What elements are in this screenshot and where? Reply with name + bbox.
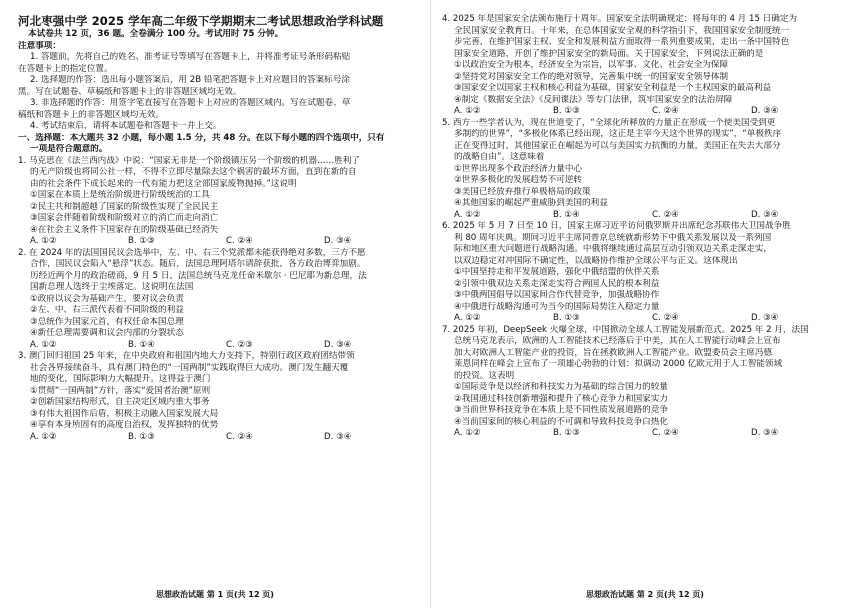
question-2-stem: 2. 在 2024 年的法国国民议会选举中，左、中、右三个党派都未能获得绝对多数，三方不愿 [18,247,366,258]
option-a[interactable]: A. ①② [454,106,481,116]
option-d[interactable]: D. ③④ [324,236,352,246]
page-footer: 思想政治试题 第 1 页(共 12 页) [156,590,274,599]
option-a[interactable]: A. ①② [30,339,57,350]
option-c[interactable]: C. ②④ [652,209,679,220]
option-c[interactable]: C. ②③ [226,339,253,350]
question-3-stem: 社会各界接续奋斗，具有澳门特色的“一国两制”实践取得巨大成功。澳门发生翻天覆 [30,362,349,373]
question-4-item: ①以政治安全为根本，经济安全为宗旨，以军事、文化、社会安全为保障 [454,60,729,70]
question-6-stem: 6. 2025 年 5 月 7 日至 10 日，国家主席习近平访问俄罗斯并出席纪念苏联伟大卫国战争胜 [442,221,791,231]
question-2-item: ④新任总理需要调和议会内部的分裂状态 [30,328,184,338]
question-5-item: ③美国已经放弃推行单极格局的政策 [454,186,591,197]
question-4-stem: 步完善，在维护国家主权、安全和发展利益方面取得一系列重要成果，走出一条中国特色 [454,37,790,47]
question-6-item: ④中俄进行战略沟通可为当今的国际局势注入稳定力量 [454,301,660,312]
question-5-stem: 5. 西方一些学者认为，现在世道变了，“全球化所释放的力量正在形成一个使美国受到更 [442,117,776,128]
question-4-item: ④制定《数据安全法》《反间谍法》等专门法律，筑牢国家安全的法治屏障 [454,94,733,105]
option-d[interactable]: D. ③④ [324,339,352,350]
question-7-item: ③当前世界科技竞争在本质上是不同性质发展道路的竞争 [454,405,668,415]
question-4-item: ②坚持党对国家安全工作的绝对领导，完善集中统一的国家安全领导体制 [454,71,729,82]
option-b[interactable]: B. ①③ [128,431,155,442]
question-6-stem: 以双边稳定对冲国际不确定性，以战略协作维护全球公平与正义。这体现出 [454,255,738,266]
question-1-item: ③国家会伴随着阶级和阶级对立的消亡而走向消亡 [30,213,219,223]
option-b[interactable]: B. ①④ [553,209,580,220]
question-2-item: ①政府以议会为基础产生，要对议会负责 [30,293,184,304]
question-7-stem: 7. 2025 年初，DeepSeek 火爆全球，中国掀动全球人工智能发展新范式。2025 年 2 月，法国 [442,324,809,335]
question-6-stem: 利 80 周年庆典。期间习近平主席同普京总统就新形势下中俄关系发展以及一系列国 [454,232,772,243]
option-b[interactable]: B. ①③ [553,106,580,116]
exam-meta: 本试卷共 12 页，36 题。全卷满分 100 分。考试用时 75 分钟。 [28,29,284,39]
question-5-options [442,210,850,222]
question-6-options [442,313,850,325]
question-1-options [18,236,422,248]
question-1-item: ①国家在本质上是统治阶级进行阶级统治的工具 [30,190,210,200]
question-6-item: ③中俄两国倡导以国家间合作代替竞争，加强战略协作 [454,290,660,300]
page-footer: 思想政治试题 第 2 页(共 12 页) [586,590,704,599]
question-6-item: ②引领中俄双边关系走深走实符合两国人民的根本利益 [454,278,660,289]
option-d[interactable]: D. ③④ [751,428,779,438]
question-2-item: ③总统作为国家元首，有权任命本国总理 [30,316,184,327]
question-2-stem: 合作，国民议会陷入“悬浮”状态。随后，法国总理阿塔尔请辞获批，各方政治博弈加剧。 [30,259,366,269]
question-5-item: ②世界多极化的发展趋势不可逆转 [454,175,583,185]
question-1-stem: 的无产阶级也将同公社一样，不得不立即尽量除去这个祸害的最坏方面，直到在新的自 [30,167,357,177]
option-c[interactable]: C. ②④ [652,428,679,438]
question-7-stem: 莱恩同样在峰会上宣布了一项雄心勃勃的计划：拟调动 2000 亿欧元用于人工智能领域 [454,359,783,369]
question-2-item: ②左、中、右三派代表着不同阶级的利益 [30,305,184,315]
question-5-item: ④其他国家的崛起严重威胁到美国的利益 [454,198,608,208]
question-7-item: ②我国通过科技创新增强和提升了核心竞争力和国家实力 [454,393,668,404]
option-d[interactable]: D. ③④ [751,313,779,323]
option-a[interactable]: A. ①② [454,313,481,323]
question-5-stem: 的战略自由”。这意味着 [454,152,545,162]
option-d[interactable]: D. ③④ [751,106,779,116]
question-3-stem: 地的变化，国际影响力大幅提升。这得益于澳门 [30,374,211,384]
notice-line: 2. 选择题的作答：选出每小题答案后，用 2B 铅笔把答题卡上对应题目的答案标号涂 [30,75,350,85]
notice-line: 1. 答题前，先将自己的姓名、准考证号等填写在答题卡上，并将准考证号条形码粘贴 [30,52,351,62]
option-a[interactable]: A. ①② [454,209,481,220]
question-3-item: ②创新国家结构形式，自主决定区域内重大事务 [30,397,210,407]
question-2-stem: 国新总理人选终于尘埃落定。这说明在法国 [30,282,194,292]
option-d[interactable]: D. ③④ [751,209,779,220]
question-3-options [18,432,422,444]
question-7-item: ①国际竞争是以经济和科技实力为基础的综合国力的较量 [454,382,668,392]
option-b[interactable]: B. ①③ [553,313,580,323]
option-c[interactable]: C. ②④ [226,236,253,246]
question-3-item: ①贯彻“一国两制”方针，落实“爱国者治澳”原则 [30,385,211,396]
question-1-stem: 1. 马克思在《法兰西内战》中说：“国家无非是一个阶级镇压另一个阶级的机器……胜利了 [18,155,360,166]
notice-line: 4. 考试结束后，请将本试题卷和答题卡一并上交。 [30,121,222,131]
option-b[interactable]: B. ①③ [128,236,155,246]
question-7-stem: 的投资。这表明 [454,370,515,381]
question-5-stem: 多制约的世界”，“多极化体系已经出现，这正是主宰今天这个世界的现实”，“单极秩序 [454,129,782,139]
option-c[interactable]: C. ②④ [652,106,679,116]
question-7-stem: 加大对欧洲人工智能产业的投资，旨在拯救欧洲人工智能产业。欧盟委员会主席冯德 [454,347,772,358]
question-2-stem: 历经近两个月的政治磋商，9 月 5 日，法国总统马克龙任命米歇尔 · 巴尼耶为新总理，法 [30,270,367,281]
question-4-stem: 国家安全道路，开创了维护国家安全的新局面。关于国家安全，下列说法正确的是 [454,48,764,59]
exam-page-2 [430,0,860,608]
question-3-stem: 3. 澳门回归祖国 25 年来，在中央政府和祖国内地大力支持下，特别行政区政府团结带领 [18,351,355,361]
option-a[interactable]: A. ①② [30,236,57,246]
notice-line: 3. 非选择题的作答：用签字笔直接写在答题卡上对应的答题区域内。写在试题卷、草 [30,98,351,108]
notice-line: 稿纸和答题卡上的非答题区域均无效。 [18,109,165,120]
question-1-item: ④在社会主义条件下国家存在的阶级基础已经消失 [30,224,219,235]
question-4-item: ③国家安全以国家主权和核心利益为基础，国家安全利益是一个主权国家的最高利益 [454,83,772,93]
question-6-item: ①中国坚持走和平发展道路，强化中俄结盟的伙伴关系 [454,267,660,277]
question-4-stem: 4. 2025 年是国家安全法颁布施行十周年。国家安全法明确规定：将每年的 4 月 15 日确定为 [442,14,798,24]
question-7-stem: 总统马克龙表示，欧洲的人工智能技术已经落后于中美，其在人工智能行动峰会上宣布 [454,336,781,346]
option-b[interactable]: B. ①③ [553,428,580,438]
exam-title: 河北枣强中学 2025 学年高二年级下学期期末二考试思想政治学科试题 [18,14,384,28]
question-2-options [18,340,422,352]
option-d[interactable]: D. ③④ [324,431,352,442]
notice-line: 黑。写在试题卷、草稿纸和答题卡上的非答题区域均无效。 [18,86,242,97]
question-6-stem: 际和地区重大问题进行战略沟通。中俄将继续通过高层互动引领双边关系走深走实， [454,244,772,254]
option-a[interactable]: A. ①② [454,428,481,438]
question-7-item: ④当前国家间的核心利益的不可调和导致科技竞争白热化 [454,416,668,427]
question-5-stem: 正在变得过时，其他国家正在崛起为可以与美国实力抗衡的力量，美国正在失去大部分 [454,140,781,151]
question-3-item: ③有伟大祖国作后盾，积极主动融入国家发展大局 [30,408,219,419]
section-heading: 一项是符合题意的。 [30,144,108,154]
question-5-item: ①世界出现多个政治经济力量中心 [454,163,583,174]
question-4-options [442,106,850,118]
notice-heading: 注意事项： [18,40,61,51]
option-c[interactable]: C. ②④ [226,431,253,442]
question-3-item: ④享有本身所固有的高度自治权，发挥独特的优势 [30,420,219,430]
option-b[interactable]: B. ①④ [128,339,155,350]
question-4-stem: 全民国家安全教育日。十年来，在总体国家安全观的科学指引下，我国国家安全制度统一 [454,25,790,36]
option-c[interactable]: C. ②④ [652,313,679,323]
question-1-item: ②民主共和制超越了国家的阶级性实现了全民民主 [30,201,219,212]
notice-line: 在答题卡上的指定位置。 [18,63,113,74]
section-heading: 一、选择题：本大题共 32 小题，每小题 1.5 分，共 48 分。在以下每小题的四个选项中，只有 [18,132,385,143]
question-1-stem: 由的社会条件下成长起来的一代有能力把这全部国家废物抛掉。”这说明 [30,178,297,189]
question-7-options [442,428,850,440]
option-a[interactable]: A. ①② [30,431,57,442]
